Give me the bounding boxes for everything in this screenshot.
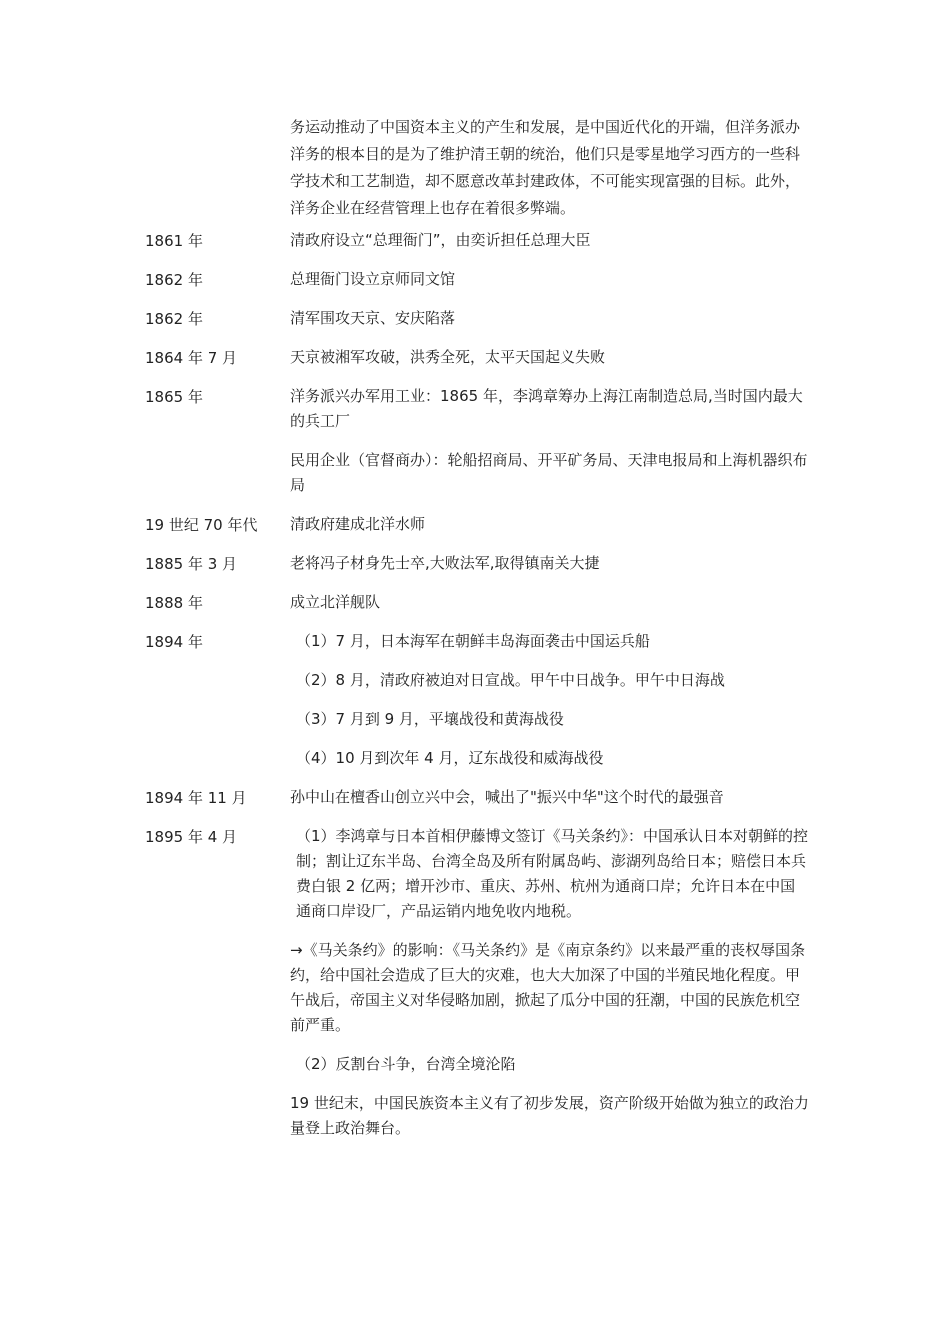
event-date: 1864 年 7 月 — [145, 349, 238, 367]
event-content — [290, 551, 810, 590]
event-content — [290, 824, 810, 1155]
event-paragraph: （3）7 月到 9 月，平壤战役和黄海战役 — [296, 710, 564, 728]
event-paragraph: （1）李鸿章与日本首相伊藤博文签订《马关条约》：中国承认日本对朝鲜的控制；割让辽东半岛、台湾全岛及所有附属岛屿、澎湖列岛给日本；赔偿日本兵费白银 2 亿两；增开沙市、重庆、苏州、杭州为通商口岸；允许日本在中国通商口岸设厂，产品运销内地免收内地税。 — [296, 827, 809, 920]
event-paragraph: 19 世纪末，中国民族资本主义有了初步发展，资产阶级开始做为独立的政治力量登上政治舞台。 — [290, 1094, 809, 1137]
timeline-row — [145, 345, 815, 384]
event-content — [290, 590, 810, 629]
event-date: 1862 年 — [145, 271, 203, 289]
timeline-row — [145, 551, 815, 590]
event-paragraph: 民用企业（官督商办）：轮船招商局、开平矿务局、天津电报局和上海机器织布局 — [290, 451, 808, 494]
timeline-row — [145, 512, 815, 551]
intro-paragraph: 务运动推动了中国资本主义的产生和发展，是中国近代化的开端，但洋务派办洋务的根本目的是为了维护清王朝的统治，他们只是零星地学习西方的一些科学技术和工艺制造，却不愿意改革封建政体，不可能实现富强的目标。此外，洋务企业在经营管理上也存在着很多弊端。 — [290, 118, 801, 217]
event-date: 1895 年 4 月 — [145, 828, 238, 846]
event-paragraph: →《马关条约》的影响：《马关条约》是《南京条约》以来最严重的丧权辱国条约，给中国社会造成了巨大的灾难，也大大加深了中国的半殖民地化程度。甲午战后，帝国主义对华侵略加剧，掀起了瓜分中国的狂潮，中国的民族危机空前严重。 — [290, 941, 806, 1034]
event-content — [290, 384, 810, 512]
event-date: 1894 年 11 月 — [145, 789, 247, 807]
timeline-row — [145, 785, 815, 824]
event-paragraph: （1）7 月，日本海军在朝鲜丰岛海面袭击中国运兵船 — [296, 632, 650, 650]
timeline-row — [145, 267, 815, 306]
event-content — [290, 785, 810, 824]
timeline-row — [145, 590, 815, 629]
event-content — [290, 629, 810, 785]
timeline-table — [145, 228, 815, 1155]
event-paragraph: （4）10 月到次年 4 月，辽东战役和威海战役 — [296, 749, 604, 767]
event-paragraph: （2）8 月，清政府被迫对日宣战。甲午中日战争。甲午中日海战 — [296, 671, 725, 689]
event-paragraph: 老将冯子材身先士卒,大败法军,取得镇南关大捷 — [290, 554, 600, 572]
event-paragraph: 孙中山在檀香山创立兴中会，喊出了"振兴中华"这个时代的最强音 — [290, 788, 724, 806]
timeline-row — [145, 228, 815, 267]
timeline-row — [145, 306, 815, 345]
event-date: 1888 年 — [145, 594, 203, 612]
event-paragraph: 天京被湘军攻破，洪秀全死，太平天国起义失败 — [290, 348, 606, 366]
event-date: 1865 年 — [145, 388, 203, 406]
event-date: 1862 年 — [145, 310, 203, 328]
event-content — [290, 306, 810, 345]
timeline-row — [145, 824, 815, 1155]
event-paragraph: 清军围攻天京、安庆陷落 — [290, 309, 456, 327]
event-paragraph: 清政府建成北洋水师 — [290, 515, 426, 533]
event-paragraph: 洋务派兴办军用工业：1865 年，李鸿章筹办上海江南制造总局,当时国内最大的兵工厂 — [290, 387, 803, 430]
event-content — [290, 267, 810, 306]
event-content — [290, 228, 810, 267]
event-paragraph: 清政府设立“总理衙门”，由奕䜣担任总理大臣 — [290, 231, 591, 249]
event-date: 1885 年 3 月 — [145, 555, 238, 573]
event-paragraph: （2）反割台斗争，台湾全境沦陷 — [296, 1055, 516, 1073]
timeline-row — [145, 384, 815, 512]
event-date: 1861 年 — [145, 232, 203, 250]
event-date: 19 世纪 70 年代 — [145, 516, 258, 534]
event-content — [290, 345, 810, 384]
event-date: 1894 年 — [145, 633, 203, 651]
event-content — [290, 512, 810, 551]
event-paragraph: 成立北洋舰队 — [290, 593, 381, 611]
timeline-row — [145, 629, 815, 785]
event-paragraph: 总理衙门设立京师同文馆 — [290, 270, 456, 288]
